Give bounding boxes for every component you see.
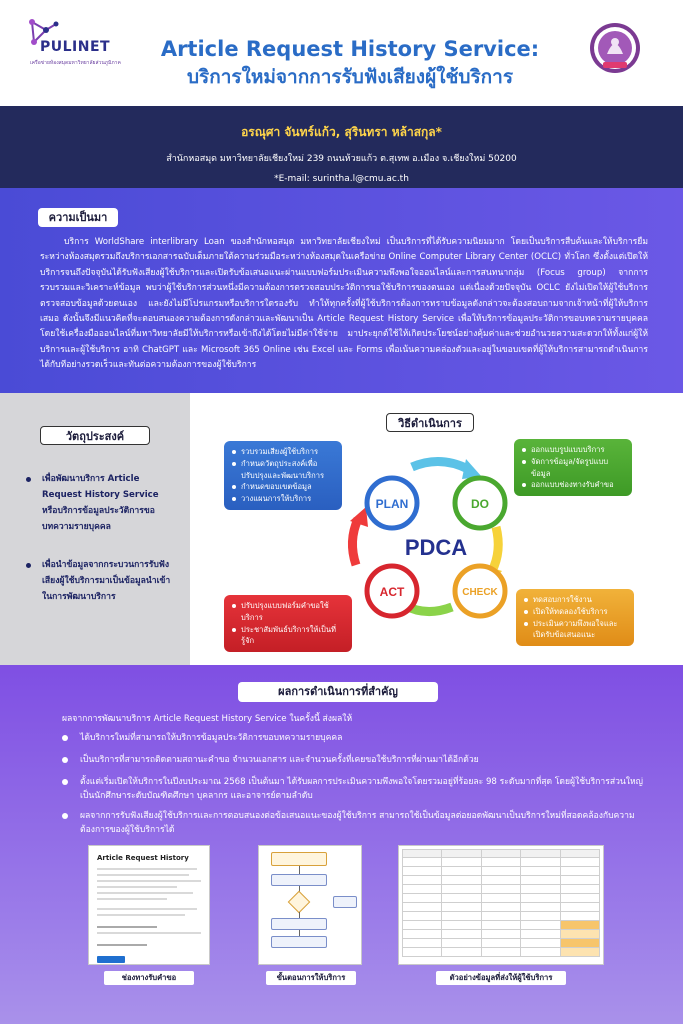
results-intro: ผลจากการพัฒนาบริการ Article Request History Service ในครั้งนี้ ส่งผลให้: [62, 714, 353, 724]
act-box: [224, 595, 352, 652]
method-heading: วิธีดำเนินการ: [386, 413, 474, 432]
title-thai: บริการใหม่จากการรับฟังเสียงผู้ใช้บริการ: [186, 66, 514, 88]
check-item: ประเมินความพึงพอใจและเปิดรับข้อเสนอแนะ: [524, 618, 628, 642]
author-email: *E-mail: surintha.l@cmu.ac.th: [274, 174, 409, 184]
flow-step: [271, 874, 327, 886]
method-section: [190, 393, 683, 665]
service-flowchart-screenshot: [258, 845, 362, 965]
form-line: [97, 874, 189, 876]
form-line: [97, 944, 147, 946]
sample-data-table: [402, 849, 600, 957]
check-label: CHECK: [462, 587, 498, 598]
bullet-icon: [62, 779, 68, 785]
act-item: ประชาสัมพันธ์บริการให้เป็นที่รู้จัก: [232, 624, 346, 648]
result-item: [62, 775, 652, 803]
result-text: เป็นบริการที่สามารถติดตามสถานะคำขอ จำนวนเอกสาร และจำนวนครั้งที่เคยขอใช้บริการที่ผ่านมาได้อีกด้วย: [80, 755, 479, 765]
check-item: ทดสอบการใช้งาน: [524, 594, 628, 606]
do-box: [514, 439, 632, 496]
bullet-icon: [62, 757, 68, 763]
objective-item: [26, 471, 176, 535]
sample-data-table-screenshot: [398, 845, 604, 965]
do-item: จัดการข้อมูล/จัดรูปแบบข้อมูล: [522, 456, 626, 480]
university-seal-icon: [589, 22, 641, 74]
pulinet-subtitle: เครือข่ายห้องสมุดมหาวิทยาลัยส่วนภูมิภาค: [30, 60, 121, 66]
author-band: [0, 106, 683, 188]
do-item: ออกแบบช่องทางรับคำขอ: [522, 479, 626, 491]
plan-box: [224, 441, 342, 510]
bullet-icon: [26, 477, 31, 482]
bullet-icon: [62, 813, 68, 819]
title-english: Article Request History Service:: [160, 37, 540, 61]
flow-decision: [288, 891, 311, 914]
submit-button[interactable]: [97, 956, 125, 963]
result-item: [62, 731, 652, 745]
arrow-plan-do: [412, 461, 468, 469]
form-line: [97, 926, 157, 928]
form-line: [97, 892, 193, 894]
check-item: เปิดให้ทดลองใช้บริการ: [524, 606, 628, 618]
result-item: [62, 809, 652, 837]
result-text: ผลจากการรับฟังเสียงผู้ใช้บริการและการตอบสนองต่อข้อเสนอแนะของผู้ใช้บริการ สามารถใช้เป็นข้อมูลต่อยอดพัฒนาเป็นบริการใหม่ที่สอดคล้องกับความต้องการของผู้ใช้บริการได้: [80, 811, 635, 835]
background-section: [0, 188, 683, 393]
result-text: ตั้งแต่เริ่มเปิดให้บริการในปีงบประมาณ 2568 เป็นต้นมา ได้รับผลการประเมินความพึงพอใจโดยรวมอยู่ที่ร้อยละ 98 ระดับมากที่สุด โดยผู้ใช้บริการส่วนใหญ่เป็นนักศึกษาระดับบัณฑิตศึกษา บุคลากร และอาจารย์ตามลำดับ: [80, 777, 643, 801]
pulinet-brand: PULINET: [40, 39, 111, 55]
flow-step: [271, 936, 327, 948]
form-title: Article Request History: [97, 854, 189, 862]
background-text: บริการ WorldShare interlibrary Loan ของสำนักหอสมุด มหาวิทยาลัยเชียงใหม่ เป็นบริการที่ได้รับความนิยมมาก โดยเป็นบริการสืบค้นและให้บริการยืมระหว่างห้องสมุดรวมถึงบริการเอกสารฉบับเต็มภายใต้ความร่วมมือระหว่างห้องสมุดในเครือข่าย Online Computer Library Center (OCLC) ทั่วโลก ซึ่งตั้งแต่เปิดให้บริการจนถึงปัจจุบันได้รับฟังเสียงผู้ใช้บริการและเปิดรับข้อเสนอแนะผ่านแบบฟอร์มประเมินความพึงพอใจออนไลน์และการสนทนากลุ่ม (Focus group) จากการรวบรวมและวิเคราะห์ข้อมูล พบว่าผู้ใช้บริการส่วนหนึ่งมีความต้องการตรวจสอบประวัติการขอใช้บริการของตนเอง แต่เนื่องด้วยปัจจุบัน OCLC ยังไม่เปิดให้ผู้ใช้บริการตรวจสอบข้อมูลด้วยตนเอง และยังไม่มีโปรแกรมหรือบริการใดรองรับ ทำให้ทุกครั้งที่ผู้ใช้บริการต้องการทราบข้อมูลดังกล่าวจะต้องสอบถามจากเจ้าหน้าที่ผู้ให้บริการเสมอ ดังนั้นจึงมีแนวคิดที่จะตอบสนองความต้องการดังกล่าวและพัฒนาเป็น Article Request History Service เพื่อให้บริการข้อมูลประวัติการขอบทความรายบุคคล โดยใช้เครื่องมือออนไลน์ที่มหาวิทยาลัยมีให้บริการหรือเข้าถึงได้โดยไม่มีค่าใช้จ่าย มาประยุกต์ใช้ให้เกิดประโยชน์อย่างคุ้มค่าและช่วยอำนวยความสะดวกให้ทั้งแก่ผู้ให้บริการและผู้ใช้บริการ อาทิ ChatGPT และ Microsoft 365 Online เช่น Excel และ Forms เพื่อเน้นความคล่องตัวและอยู่ในขอบเขตที่ผู้ให้บริการสามารถดำเนินการได้กับทีอย่างรวดเร็วและทันต่อความต้องการของผู้ใช้บริการ: [40, 237, 648, 371]
form-line: [97, 886, 177, 888]
results-heading: ผลการดำเนินการที่สำคัญ: [238, 682, 438, 702]
objective-item: [26, 557, 176, 605]
pdca-center-label: PDCA: [404, 535, 468, 560]
author-address: สำนักหอสมุด มหาวิทยาลัยเชียงใหม่ 239 ถนนห้วยแก้ว ต.สุเทพ อ.เมือง จ.เชียงใหม่ 50200: [166, 154, 517, 164]
form-line: [97, 868, 197, 870]
background-heading: ความเป็นมา: [38, 208, 118, 227]
bullet-icon: [62, 735, 68, 741]
objective-text: เพื่อพัฒนาบริการ Article Request History Service หรือบริการข้อมูลประวัติการขอบทความรายบุคคล: [42, 474, 159, 532]
check-box: [516, 589, 634, 646]
plan-item: กำหนดขอบเขตข้อมูล: [232, 481, 336, 493]
flow-step: [271, 918, 327, 930]
result-text: ได้บริการใหม่ที่สามารถให้บริการข้อมูลประวัติการขอบทความรายบุคคล: [80, 733, 343, 743]
header: [0, 0, 683, 106]
flow-step: [333, 896, 357, 908]
plan-item: กำหนดวัตถุประสงค์เพื่อปรับปรุงและพัฒนาบริการ: [232, 458, 336, 482]
plan-label: PLAN: [375, 497, 409, 511]
objectives-section: [0, 393, 190, 665]
plan-item: วางแผนการให้บริการ: [232, 493, 336, 505]
poster-title: [140, 36, 560, 90]
flow-arrow: [299, 866, 300, 874]
pulinet-logo: [26, 18, 136, 74]
do-label: DO: [471, 497, 489, 511]
bullet-icon: [26, 563, 31, 568]
caption-sample-data: ตัวอย่างข้อมูลที่ส่งให้ผู้ใช้บริการ: [436, 971, 566, 985]
request-form-screenshot: [88, 845, 210, 965]
objectives-heading: วัตถุประสงค์: [40, 426, 150, 445]
caption-request-form: ช่องทางรับคำขอ: [104, 971, 194, 985]
form-line: [97, 908, 197, 910]
objective-text: เพื่อนำข้อมูลจากกระบวนการรับฟังเสียงผู้ใช้บริการมาเป็นข้อมูลนำเข้าในการพัฒนาบริการ: [42, 560, 171, 602]
result-item: [62, 753, 652, 767]
arrow-do-check: [492, 527, 498, 571]
caption-service-steps: ขั้นตอนการให้บริการ: [266, 971, 356, 985]
do-item: ออกแบบรูปแบบบริการ: [522, 444, 626, 456]
form-line: [97, 898, 167, 900]
form-line: [97, 932, 201, 934]
form-line: [97, 914, 185, 916]
arrow-act-plan: [352, 519, 358, 565]
results-section: [0, 665, 683, 1024]
author-names: อรณุศา จันทร์แก้ว, สุรินทรา หล้าสกุล*: [241, 125, 442, 139]
form-line: [97, 880, 201, 882]
plan-item: รวบรวมเสียงผู้ใช้บริการ: [232, 446, 336, 458]
act-label: ACT: [379, 585, 405, 599]
flow-step: [271, 852, 327, 866]
act-item: ปรับปรุงแบบฟอร์มคำขอใช้บริการ: [232, 600, 346, 624]
